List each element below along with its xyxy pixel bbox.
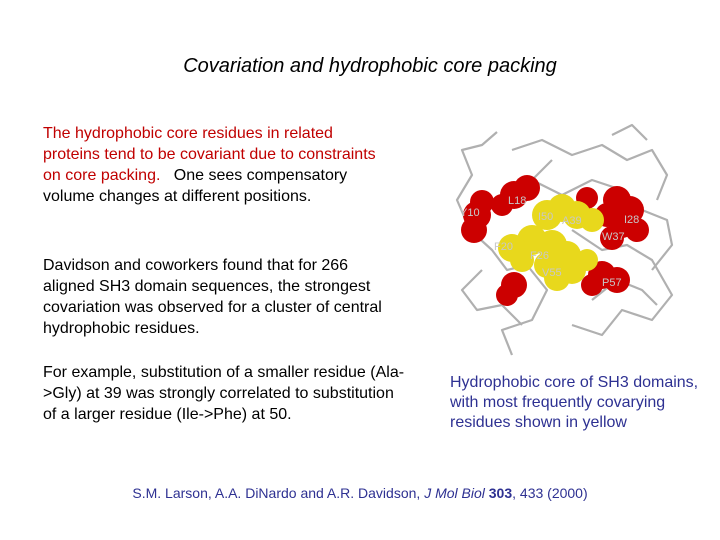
covariance-statement: The hydrophobic core residues in related proteins tend to be covariant due to constraints on core packing. <box>43 125 376 184</box>
sh3-structure-figure <box>452 120 682 360</box>
label-w37: W37 <box>602 231 625 243</box>
figure-caption: Hydrophobic core of SH3 domains, with most frequently covarying residues shown in yellow <box>450 374 699 431</box>
citation <box>0 485 720 501</box>
label-y10: Y10 <box>460 207 480 219</box>
compensatory-statement: One sees compensatory volume changes at different positions. <box>43 167 348 205</box>
label-i28: I28 <box>624 214 640 226</box>
label-f26: F26 <box>530 250 549 262</box>
label-v55: V55 <box>542 267 562 279</box>
label-p57: P57 <box>602 277 622 289</box>
label-i50: I50 <box>538 211 554 223</box>
label-a39: A39 <box>562 215 582 227</box>
label-l18: L18 <box>508 195 527 207</box>
label-f20: F20 <box>494 241 513 253</box>
paragraph-davidson: Davidson and coworkers found that for 266 aligned SH3 domain sequences, the strongest covariation was observed for a cluster of central hydrophobic residues. <box>43 257 382 337</box>
citation-pages: , 433 (2000) <box>512 485 588 501</box>
paragraph-core-packing <box>43 123 393 207</box>
slide-title: Covariation and hydrophobic core packing <box>183 55 557 77</box>
citation-journal: J Mol Biol <box>424 485 485 501</box>
paragraph-example: For example, substitution of a smaller residue (Ala->Gly) at 39 was strongly correlated to substitution of a larger residue (Ile->Phe) at 50. <box>43 364 405 423</box>
citation-volume: 303 <box>488 485 513 501</box>
citation-authors: S.M. Larson, A.A. DiNardo and A.R. Davidson, <box>132 485 421 501</box>
sh3-structure-image <box>452 120 682 360</box>
